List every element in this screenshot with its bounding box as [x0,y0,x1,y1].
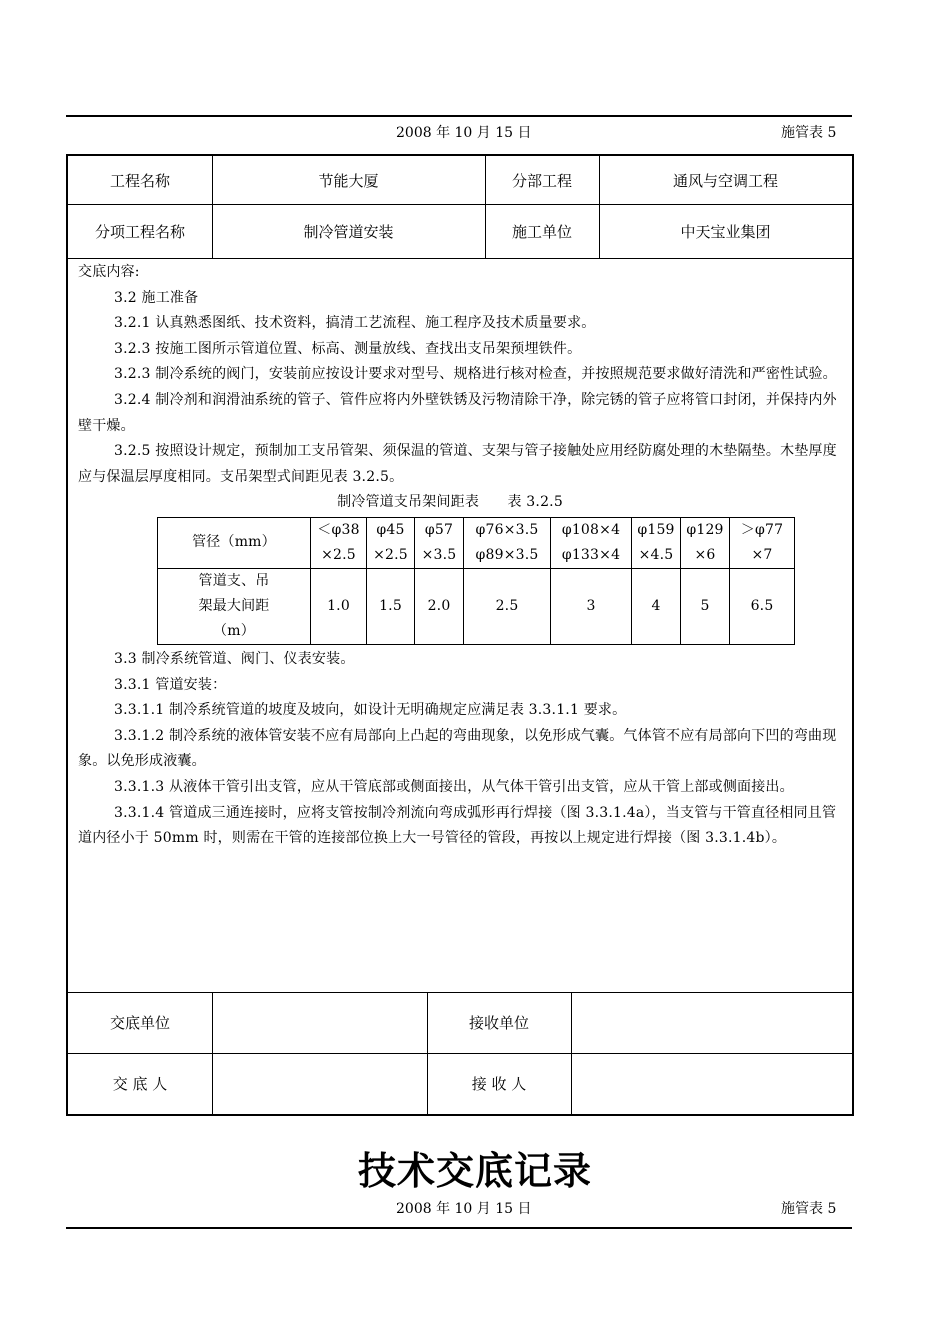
spacing-value: 3 [551,568,632,644]
content-heading: 交底内容: [78,264,140,280]
diameter-line-1: φ108×4 [561,521,621,538]
diameter-line-2: ×2.5 [373,546,408,563]
content-paragraph: 3.3 制冷系统管道、阀门、仪表安装。 [114,650,355,667]
content-paragraph: 3.3.1.1 制冷系统管道的坡度及坡向，如设计无明确规定应满足表 3.3.1.1 要求。 [114,702,627,719]
diameter-line-2: ×7 [751,546,773,563]
diameter-cell [367,517,415,568]
content-paragraph: 3.3.1.3 从液体干管引出支管，应从干管底部或侧面接出，从气体干管引出支管，应从干管上部或侧面接出。 [114,778,794,795]
document-title: 技术交底记录 [357,1149,592,1193]
support-spacing-table [157,517,795,645]
spacing-row-label-text: 管道支、吊架最大间距（m） [198,572,270,639]
content-paragraph: 3.2.3 按施工图所示管道位置、标高、测量放线、查找出支吊架预埋铁件。 [114,340,582,357]
spacing-value: 1.5 [367,568,415,644]
content-paragraph: 3.2.4 制冷剂和润滑油系统的管子、管件应将内外壁铁锈及污物清除干净，除完锈的管子应将管口封闭，并保持内外壁干燥。 [78,391,837,434]
diameter-line-1: φ57 [424,521,454,538]
handover-unit-label: 交底单位 [109,1014,170,1032]
diameter-line-2: ×2.5 [321,546,356,563]
receiving-unit-field[interactable] [572,992,852,1053]
handover-person-label: 交 底 人 [112,1075,168,1093]
handover-person-field[interactable] [213,1053,427,1114]
diameter-line-1: φ45 [376,521,405,538]
diameter-line-2: ×6 [694,546,716,563]
diameter-line-1: ＜φ38 [317,521,360,538]
receiving-person-label: 接 收 人 [471,1075,527,1093]
spacing-value: 2.5 [464,568,551,644]
content-paragraph: 3.3.1.4 管道成三通连接时，应将支管按制冷剂流向弯成弧形再行焊接（图 3.3.1.4a），当支管与干管直径相同且管道内径小于 50mm 时，则需在干管的连接部位换上大一号管径的管段，再按以上规定进行焊接（图 3.3.1.4b）。 [78,804,837,847]
content-paragraph: 3.2 施工准备 [114,289,199,306]
content-paragraph: 3.2.5 按照设计规定，预制加工支吊管架、须保温的管道、支架与管子接触处应用经防腐处理的木垫隔垫。木垫厚度应与保温层厚度相同。支吊架型式间距见表 3.2.5。 [78,443,837,485]
diameter-line-2: ×3.5 [421,546,457,563]
footer-form-number: 施管表 5 [781,1201,837,1217]
content-paragraph: 3.3.1.2 制冷系统的液体管安装不应有局部向上凸起的弯曲现象，以免形成气囊。气体管不应有局部向下凹的弯曲现象。以免形成液囊。 [78,727,837,770]
disclosure-content [78,260,842,852]
disclosure-form [66,154,854,1116]
footer-date: 2008 年 10 月 15 日 [396,1201,532,1217]
diameter-cell [632,517,681,568]
spacing-value: 6.5 [730,568,795,644]
diameter-line-2: φ133×4 [561,546,621,563]
table-row [158,568,795,644]
contractor-value: 中天宝业集团 [680,222,771,241]
receiving-unit-label: 接收单位 [468,1014,529,1032]
table-row [158,517,795,568]
diameter-line-1: φ76×3.5 [475,521,539,538]
header-date: 2008 年 10 月 15 日 [396,125,532,141]
contractor-label: 施工单位 [511,222,572,241]
header-form-number: 施管表 5 [781,125,837,141]
diameter-cell [551,517,632,568]
diameter-cell [415,517,464,568]
spacing-row-label [158,568,311,644]
spacing-value: 1.0 [311,568,367,644]
diameter-cell [730,517,795,568]
division-label: 分部工程 [511,171,572,190]
diameter-cell [311,517,367,568]
spacing-value: 2.0 [415,568,464,644]
spacing-value: 4 [632,568,681,644]
content-paragraph: 3.2.1 认真熟悉图纸、技术资料，搞清工艺流程、施工程序及技术质量要求。 [114,315,596,332]
diameter-cell [464,517,551,568]
project-name-value: 节能大厦 [318,171,379,190]
info-bottom-divider [68,258,852,259]
project-name-label: 工程名称 [109,171,170,190]
diameter-line-2: ×4.5 [638,546,674,563]
subitem-value: 制冷管道安装 [303,222,394,241]
content-paragraph: 3.2.3 制冷系统的阀门，安装前应按设计要求对型号、规格进行核对检查，并按照规范要求做好清洗和严密性试验。 [114,366,837,383]
diameter-line-1: ＞φ77 [740,521,784,538]
handover-unit-field[interactable] [213,992,427,1053]
receiving-person-field[interactable] [572,1053,852,1114]
diameter-line-1: φ159 [637,521,675,538]
diameter-line-1: φ129 [686,521,724,538]
division-value: 通风与空调工程 [672,171,778,190]
diameter-header-label: 管径（mm） [192,534,276,551]
diameter-cell [681,517,730,568]
diameter-line-2: φ89×3.5 [475,546,539,563]
table-caption: 制冷管道支吊架间距表 表 3.2.5 [337,494,563,511]
spacing-value: 5 [681,568,730,644]
top-rule [66,115,852,117]
bottom-rule [66,1227,852,1229]
diameter-header-cell [158,517,311,568]
content-paragraph: 3.3.1 管道安装： [114,676,227,693]
subitem-label: 分项工程名称 [94,222,185,241]
